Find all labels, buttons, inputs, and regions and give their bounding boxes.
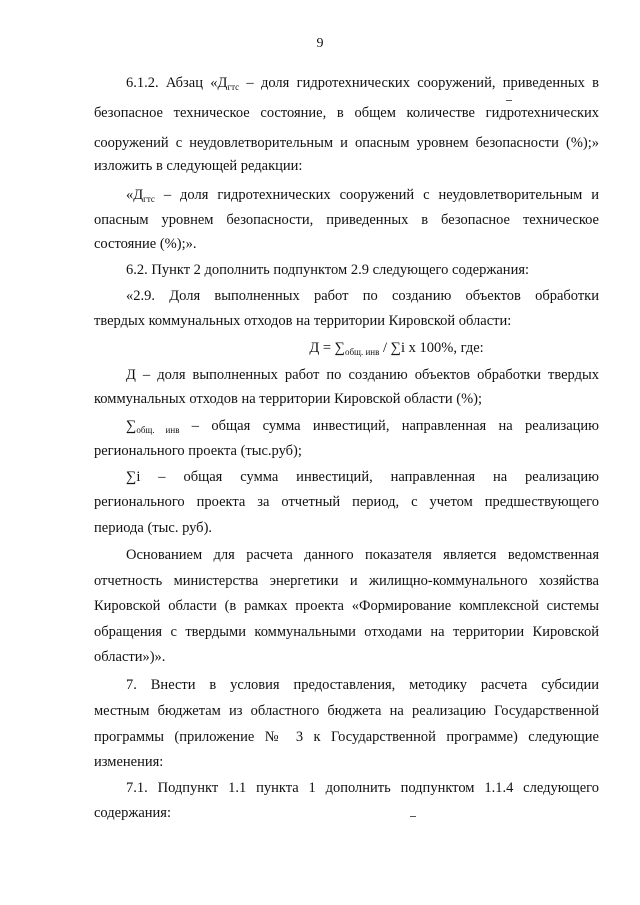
text-line: Основанием для расчета данного показателя является ведомственная (126, 547, 599, 563)
scan-mark (506, 100, 512, 101)
scan-mark (410, 816, 416, 817)
text-line: изложить в следующей редакции: (94, 158, 303, 174)
page-number: 9 (316, 36, 324, 51)
text-line: области»)». (94, 649, 166, 665)
text-line: коммунальных отходов на территории Кировской области (%); (94, 391, 483, 407)
text-line: обращения с твердыми коммунальными отходами на территории Кировской (94, 624, 599, 640)
text-line: Кировской области (в рамках проекта «Формирование комплексной системы (94, 598, 599, 614)
text-line: твердых коммунальных отходов на территории Кировской области: (94, 313, 512, 329)
text-line: 6.1.2. Абзац «$Д_{гтс}$ – доля гидротехнических сооружений, приведенных в (126, 75, 599, 92)
text-line: регионального проекта (тыс.руб); (94, 443, 302, 459)
text-line: безопасное техническое состояние, в общем количестве гидротехнических (94, 105, 599, 121)
text-line: 7. Внести в условия предоставления, методику расчета субсидии (126, 677, 599, 693)
text-line: Д – доля выполненных работ по созданию объектов обработки твердых (126, 367, 599, 383)
text-line: регионального проекта за отчетный период, с учетом предшествующего (94, 494, 599, 510)
text-line: отчетность министерства энергетики и жилищно-коммунального хозяйства (94, 573, 599, 589)
text-line: 7.1. Подпункт 1.1 пункта 1 дополнить подпунктом 1.1.4 следующего (126, 780, 599, 796)
text-line: «$Д_{гтс}$ – доля гидротехнических сооружений с неудовлетворительным и (126, 187, 599, 204)
formula-line: $Д = \sum_{общ. инв} / \sum i$ x 100%, где: (309, 340, 484, 357)
text-line: программы (приложение № 3 к Государственной программе) следующие (94, 729, 599, 745)
text-line: 6.2. Пункт 2 дополнить подпунктом 2.9 следующего содержания: (126, 262, 530, 278)
text-line: ∑i – общая сумма инвестиций, направленная на реализацию (126, 469, 599, 485)
text-line: содержания: (94, 805, 172, 821)
text-line: состояние (%);». (94, 236, 197, 252)
text-line: периода (тыс. руб). (94, 520, 213, 536)
text-line: «2.9. Доля выполненных работ по созданию объектов обработки (126, 288, 599, 304)
text-line: сооружений с неудовлетворительным и опасным уровнем безопасности (%);» (94, 135, 599, 151)
text-line: местным бюджетам из областного бюджета на реализацию Государственной (94, 703, 599, 719)
text-line: изменения: (94, 754, 164, 770)
text-line: опасным уровнем безопасности, приведенных в безопасное техническое (94, 212, 599, 228)
text-line: $\sum_{общ. инв}$ – общая сумма инвестиций, направленная на реализацию (126, 418, 599, 435)
